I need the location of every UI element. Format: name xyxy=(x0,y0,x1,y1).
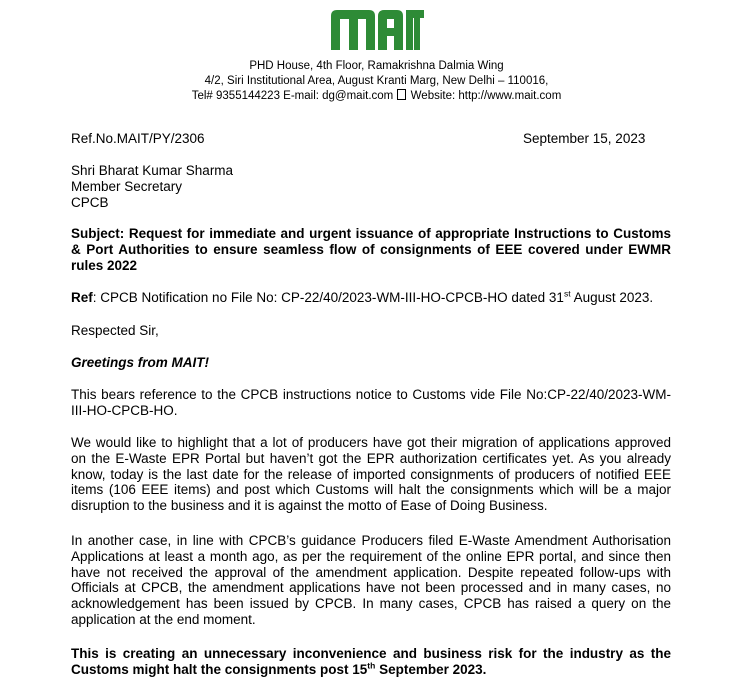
subject-text: Request for immediate and urgent issuance of appropriate Instructions to Customs & Port Authorities to ensure seamless flow of consignments of EEE covered under EWMR rules 2022 xyxy=(71,226,671,273)
recipient-org: CPCB xyxy=(71,195,109,210)
paragraph-amendment-applications: In another case, in line with CPCB’s guidance Producers filed E-Waste Amendment Authorisation Applications at least a month ago, as per the requirement of the online EPR portal, and since then have not received the approval of the amendment application. Despite repeated follow-ups with Officials at CPCB, the amendment applications have not been processed and in many cases, no acknowledgement has been issued by CPCB. In many cases, CPCB has raised a query on the application at the end moment. xyxy=(71,533,671,627)
contact-tel-email: Tel# 9355144223 E-mail: dg@mait.com xyxy=(191,90,394,102)
recipient-name: Shri Bharat Kumar Sharma xyxy=(71,163,234,178)
reference-label: Ref xyxy=(71,290,93,305)
reference-line xyxy=(71,290,653,306)
subject xyxy=(71,226,671,273)
reference-tail: August 2023. xyxy=(570,290,654,305)
subject-label: Subject: xyxy=(71,226,125,241)
paragraph-epr-certificates: We would like to highlight that a lot of producers have got their migration of applications approved on the E-Waste EPR Portal but haven’t got the EPR authorization certificates yet. As you already know, today is the last date for the release of imported consignments of producers of notified EEE items (106 EEE items) and post which Customs will halt the consignments which will be a major disruption to the business and it is against the motto of Ease of Doing Business. xyxy=(71,435,671,514)
address-line-2: 4/2, Siri Institutional Area, August Kranti Marg, New Delhi – 110016, xyxy=(204,75,549,87)
contact-website: Website: http://www.mait.com xyxy=(410,90,562,102)
address-line-1: PHD House, 4th Floor, Ramakrishna Dalmia Wing xyxy=(249,60,504,72)
reference-text: : CPCB Notification no File No: CP-22/40/2023-WM-III-HO-CPCB-HO dated 31 xyxy=(92,290,564,305)
greeting: Greetings from MAIT! xyxy=(71,355,210,370)
business-risk-tail: September 2023. xyxy=(375,661,487,677)
reference-number: Ref.No.MAIT/PY/2306 xyxy=(71,131,205,146)
business-risk-sup: th xyxy=(367,660,376,671)
contact-line xyxy=(0,89,753,104)
mait-logo-mark xyxy=(329,6,425,52)
mait-logo xyxy=(0,6,753,56)
reference-sup: st xyxy=(563,288,571,299)
recipient-title: Member Secretary xyxy=(71,179,183,194)
paragraph-business-risk xyxy=(71,646,671,678)
placeholder-glyph-icon xyxy=(397,89,406,100)
business-risk-text: This is creating an unnecessary inconvenience and business risk for the industry as the Customs might halt the consignments post 15 xyxy=(71,646,671,677)
letter-date: September 15, 2023 xyxy=(523,131,646,146)
paragraph-reference-notice: This bears reference to the CPCB instructions notice to Customs vide File No:CP-22/40/2023-WM-III-HO-CPCB-HO. xyxy=(71,387,671,418)
salutation: Respected Sir, xyxy=(71,323,159,338)
